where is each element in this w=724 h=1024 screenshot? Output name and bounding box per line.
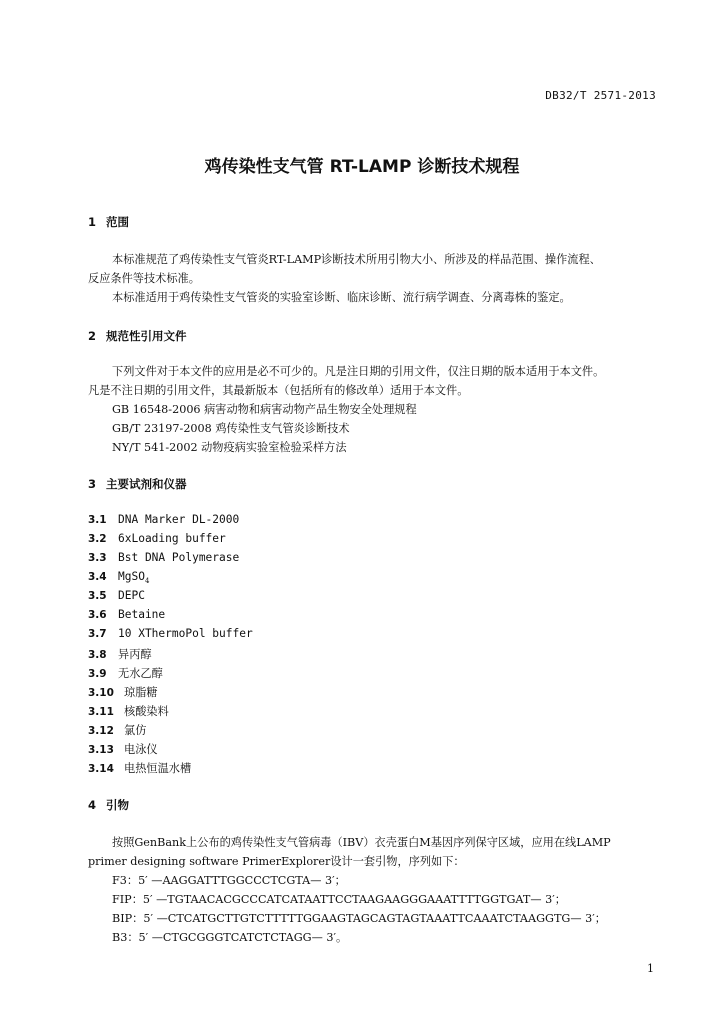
item-number: 3.10 bbox=[88, 687, 114, 699]
reference-item: GB 16548-2006 病害动物和病害动物产品生物安全处理规程 bbox=[112, 403, 417, 416]
item-number: 3.13 bbox=[88, 744, 114, 756]
primer-sequence: BIP：5′ —CTCATGCTTGTCTTTTTGGAAGTAGCAGTAGTAAATTCAAATCTAAGGTG— 3′； bbox=[112, 912, 606, 925]
item-number: 3.5 bbox=[88, 590, 107, 602]
reagent-item bbox=[88, 589, 145, 602]
item-text: 琼脂糖 bbox=[124, 686, 158, 699]
item-number: 3.8 bbox=[88, 649, 107, 661]
item-text: 无水乙醇 bbox=[118, 667, 163, 680]
reagent-item bbox=[88, 722, 146, 738]
reagent-item bbox=[88, 551, 239, 564]
section-number: 1 bbox=[88, 215, 97, 229]
item-text: DEPC bbox=[118, 589, 145, 602]
item-number: 3.3 bbox=[88, 552, 107, 564]
section-number: 2 bbox=[88, 329, 97, 343]
section-1-paragraph-2: 本标准适用于鸡传染性支气管炎的实验室诊断、临床诊断、流行病学调查、分离毒株的鉴定。 bbox=[112, 291, 571, 304]
section-1-paragraph-1-line-1: 本标准规范了鸡传染性支气管炎RT-LAMP诊断技术所用引物大小、所涉及的样品范围、操作流程、 bbox=[112, 253, 601, 266]
reagent-item bbox=[88, 532, 226, 545]
section-1-paragraph-1-line-2: 反应条件等技术标准。 bbox=[88, 272, 200, 285]
section-1-heading bbox=[88, 214, 129, 230]
item-text: DNA Marker DL-2000 bbox=[118, 513, 240, 526]
section-4-paragraph-line-1: 按照GenBank上公布的鸡传染性支气管病毒（IBV）衣壳蛋白M基因序列保守区域，应用在线LAMP bbox=[112, 836, 611, 849]
section-2-heading bbox=[88, 328, 187, 344]
reagent-item bbox=[88, 627, 253, 640]
item-text: 6xLoading buffer bbox=[118, 532, 226, 545]
section-number: 3 bbox=[88, 477, 97, 491]
section-4-heading bbox=[88, 797, 129, 813]
reference-item: GB/T 23197-2008 鸡传染性支气管炎诊断技术 bbox=[112, 422, 350, 435]
item-text: 电泳仪 bbox=[124, 743, 158, 756]
item-number: 3.11 bbox=[88, 706, 114, 718]
reagent-item bbox=[88, 570, 149, 585]
item-number: 3.9 bbox=[88, 668, 107, 680]
reagent-item bbox=[88, 665, 163, 681]
item-number: 3.4 bbox=[88, 571, 107, 583]
page-number: 1 bbox=[647, 962, 654, 975]
reagent-item bbox=[88, 741, 158, 757]
reagent-item bbox=[88, 608, 165, 621]
primer-sequence: B3：5′ —CTGCGGGTCATCTCTAGG— 3′。 bbox=[112, 931, 348, 944]
item-text: 10 XThermoPol buffer bbox=[118, 627, 253, 640]
section-title: 主要试剂和仪器 bbox=[106, 477, 187, 491]
item-subscript: 4 bbox=[144, 577, 150, 586]
item-text: 氯仿 bbox=[124, 724, 147, 737]
item-number: 3.2 bbox=[88, 533, 107, 545]
section-2-paragraph-line-1: 下列文件对于本文件的应用是必不可少的。凡是注日期的引用文件，仅注日期的版本适用于本文件。 bbox=[112, 365, 605, 378]
item-number: 3.12 bbox=[88, 725, 114, 737]
primer-sequence: FIP：5′ —TGTAACACGCCCATCATAATTCCTAAGAAGGGAAATTTTGGTGAT— 3′； bbox=[112, 893, 566, 906]
section-title: 规范性引用文件 bbox=[106, 329, 187, 343]
item-text: 异丙醇 bbox=[118, 648, 152, 661]
reagent-item bbox=[88, 703, 169, 719]
reference-item: NY/T 541-2002 动物疫病实验室检验采样方法 bbox=[112, 441, 347, 454]
item-text: Bst DNA Polymerase bbox=[118, 551, 240, 564]
section-title: 范围 bbox=[106, 215, 129, 229]
item-text: Betaine bbox=[118, 608, 166, 621]
item-text: MgSO bbox=[118, 570, 145, 583]
reagent-item bbox=[88, 646, 152, 662]
section-title: 引物 bbox=[106, 798, 129, 812]
item-text: 核酸染料 bbox=[124, 705, 169, 718]
item-number: 3.14 bbox=[88, 763, 114, 775]
item-text: 电热恒温水槽 bbox=[124, 762, 192, 775]
primer-sequence: F3：5′ —AAGGATTTGGCCCTCGTA— 3′； bbox=[112, 874, 346, 887]
reagent-item bbox=[88, 760, 191, 776]
reagent-item bbox=[88, 513, 239, 526]
item-number: 3.7 bbox=[88, 628, 107, 640]
section-4-paragraph-line-2: primer designing software PrimerExplorer设计一套引物，序列如下： bbox=[88, 855, 465, 868]
section-number: 4 bbox=[88, 798, 97, 812]
section-2-paragraph-line-2: 凡是不注日期的引用文件，其最新版本（包括所有的修改单）适用于本文件。 bbox=[88, 384, 469, 397]
section-3-heading bbox=[88, 476, 187, 492]
document-title: 鸡传染性支气管 RT-LAMP 诊断技术规程 bbox=[204, 157, 520, 177]
document-id: DB32/T 2571-2013 bbox=[545, 89, 656, 102]
reagent-item bbox=[88, 684, 158, 700]
item-number: 3.1 bbox=[88, 514, 107, 526]
item-number: 3.6 bbox=[88, 609, 107, 621]
